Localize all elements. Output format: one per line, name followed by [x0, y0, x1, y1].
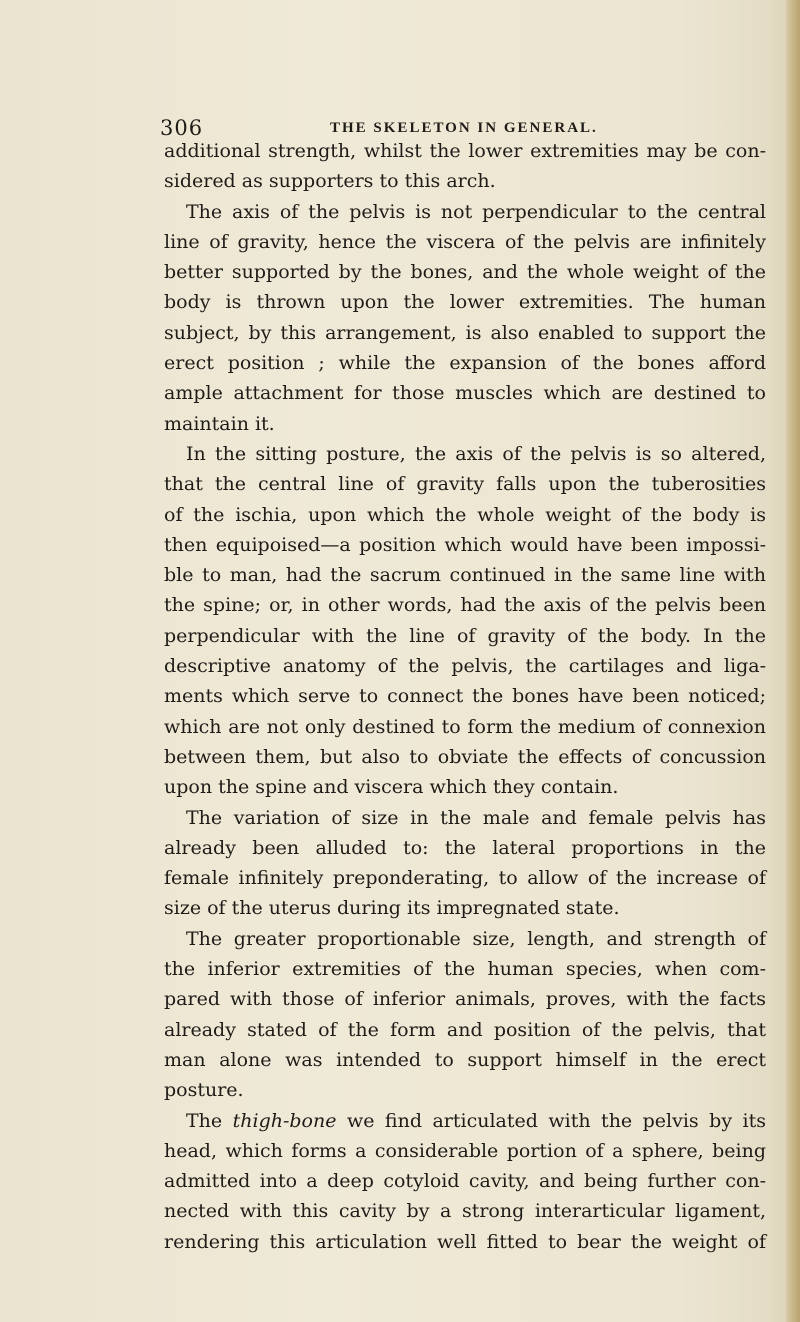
body-text: [164, 136, 766, 1257]
text-line: In the sitting posture, the axis of the pelvis is so altered,: [186, 442, 766, 465]
text-line: female infinitely preponderating, to allow of the increase of: [164, 867, 766, 890]
text-line: body is thrown upon the lower extremities. The human: [164, 291, 766, 314]
text-line: line of gravity, hence the viscera of the pelvis are infinitely: [164, 230, 766, 253]
paragraph-lead-word: The: [186, 1109, 223, 1132]
text-line: ample attachment for those muscles which are destined to: [164, 382, 766, 405]
text-line: maintain it.: [164, 412, 275, 435]
text-line: admitted into a deep cotyloid cavity, and being further con-: [164, 1170, 766, 1193]
text-line: size of the uterus during its impregnated state.: [164, 897, 620, 920]
text-line: the spine; or, in other words, had the axis of the pelvis been: [164, 594, 766, 617]
text-line: then equipoised—a position which would have been impossi-: [164, 533, 766, 556]
text-line: additional strength, whilst the lower extremities may be con-: [164, 140, 766, 162]
text-line: The greater proportionable size, length, and strength of: [186, 927, 766, 950]
text-line: of the ischia, upon which the whole weight of the body is: [164, 503, 766, 526]
thigh-bone-term: thigh-bone: [232, 1109, 337, 1132]
text-line: the inferior extremities of the human species, when com-: [164, 958, 766, 981]
text-line: that the central line of gravity falls upon the tuberosities: [164, 473, 766, 496]
page-edge: [786, 0, 800, 1322]
text-line: posture.: [164, 1079, 244, 1102]
text-line: rendering this articulation well fitted to bear the weight of: [164, 1230, 766, 1253]
text-line: already been alluded to: the lateral proportions in the: [164, 836, 766, 859]
running-head: THE SKELETON IN GENERAL.: [330, 120, 598, 136]
text-line: upon the spine and viscera which they contain.: [164, 776, 619, 799]
text-line: ments which serve to connect the bones have been noticed;: [164, 685, 766, 708]
text-line: between them, but also to obviate the effects of concussion: [164, 745, 766, 768]
text-line: The axis of the pelvis is not perpendicular to the central: [186, 200, 766, 223]
text-line: already stated of the form and position of the pelvis, that: [164, 1018, 766, 1041]
text-line: descriptive anatomy of the pelvis, the cartilages and liga-: [164, 655, 766, 678]
text-line: nected with this cavity by a strong interarticular ligament,: [164, 1200, 766, 1223]
text-line: which are not only destined to form the medium of connexion: [164, 715, 766, 738]
page-number: 306: [160, 116, 204, 140]
text-line: better supported by the bones, and the whole weight of the: [164, 261, 766, 284]
text-line-thigh-bone: [164, 1106, 766, 1136]
text-line: The variation of size in the male and female pelvis has: [186, 806, 766, 829]
text-line: pared with those of inferior animals, proves, with the facts: [164, 988, 766, 1011]
text-line: man alone was intended to support himself in the erect: [164, 1048, 766, 1071]
text-line: head, which forms a considerable portion of a sphere, being: [164, 1139, 766, 1162]
text-line: perpendicular with the line of gravity of the body. In the: [164, 624, 766, 647]
thigh-line-rest: we find articulated with the pelvis by its: [346, 1109, 766, 1132]
text-line: sidered as supporters to this arch.: [164, 170, 496, 193]
text-line: ble to man, had the sacrum continued in the same line with: [164, 564, 766, 587]
text-line: subject, by this arrangement, is also enabled to support the: [164, 321, 766, 344]
text-line: erect position ; while the expansion of the bones afford: [164, 352, 766, 375]
